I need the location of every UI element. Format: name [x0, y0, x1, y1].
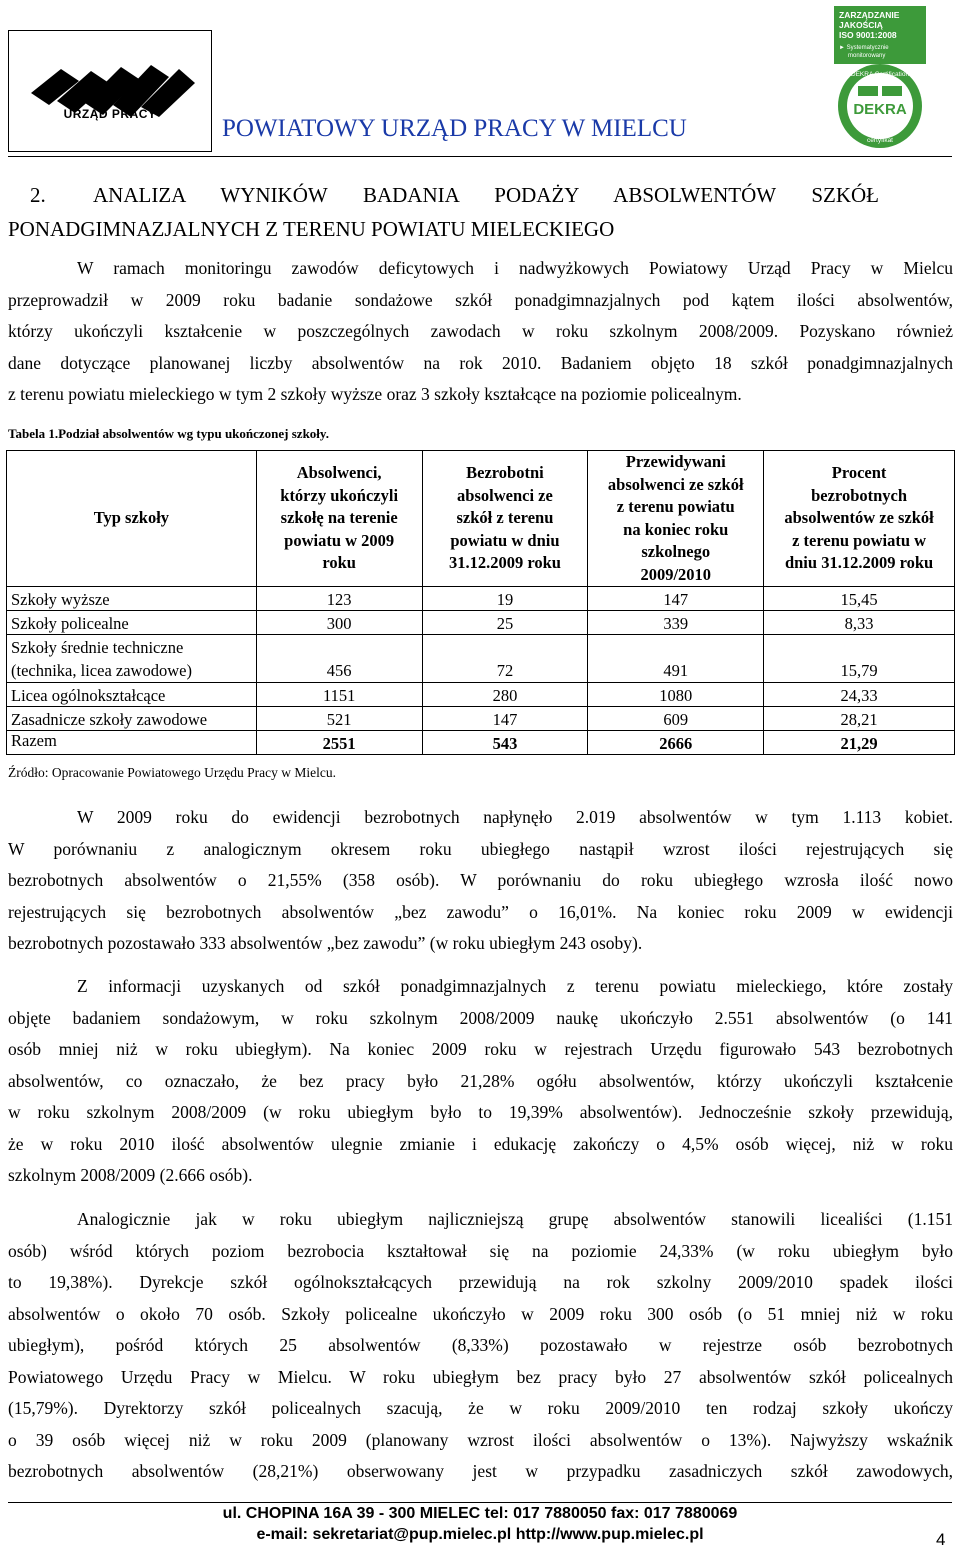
cell-expected: 491: [588, 635, 764, 683]
paragraph-line: absolwentów, co oznaczało, że bez pracy było 21,28% ogółu absolwentów, którzy ukończyli kształcenie: [8, 1070, 953, 1091]
paragraph-line: W porównaniu z analogicznym okresem roku ubiegłego nastąpił wzrost ilości rejestrujących się: [8, 838, 953, 859]
table-row: [7, 587, 955, 611]
logo: [8, 30, 212, 152]
cell-graduates: 521: [256, 707, 422, 731]
cert-line3: ISO 9001:2008: [839, 30, 897, 40]
paragraph-line: to 19,38%). Dyrekcje szkół ogólnokształcących przewidują na rok szkolny 2009/2010 spadek ilości: [8, 1272, 953, 1292]
cell-percent: 15,79: [764, 635, 955, 683]
paragraph-line: bezrobotnych absolwentów o 21,55% (358 osób). W porównaniu do roku ubiegłego wzrosła ilość nowo: [8, 870, 953, 890]
cell-percent: 8,33: [764, 611, 955, 635]
cell-unemployed: 543: [422, 731, 588, 755]
paragraph-line: szkolnym 2008/2009 (2.666 osób).: [8, 1165, 253, 1185]
header-graduates-2009: Absolwenci, którzy ukończyli szkołę na terenie powiatu w 2009 roku: [256, 451, 422, 587]
paragraph-line: Analogicznie jak w roku ubiegłym najliczniejszą grupę absolwentów stanowili licealiści (1.151: [77, 1209, 953, 1229]
cert-line2: JAKOŚCIĄ: [839, 20, 883, 30]
cert-line5: monitorowany: [848, 53, 886, 59]
paragraph-line: osób mniej niż w roku ubiegłym). Na koniec 2009 roku w rejestrach Urzędu figurowało 543 bezrobotnych: [8, 1039, 953, 1059]
certification-badge: [834, 6, 926, 150]
paragraph-line: o 39 osób więcej niż w roku 2009 (planowany wzrost ilości absolwentów o 13%). Najwyższy wskaźnik: [8, 1429, 953, 1450]
paragraph-line: ubiegłym), pośród których 25 absolwentów (8,33%) pozostawało w rejestrze osób bezrobotnych: [8, 1335, 953, 1355]
cell-graduates: 300: [256, 611, 422, 635]
paragraph-analysis: [8, 1204, 953, 1488]
paragraph-line: W 2009 roku do ewidencji bezrobotnych napłynęło 2.019 absolwentów w tym 1.113 kobiet.: [77, 807, 953, 827]
paragraph-school-info: [8, 971, 953, 1192]
intro-line: dane dotyczące planowanej liczby absolwentów na rok 2010. Badaniem objęto 18 szkół ponadgimnazjalnych: [8, 352, 953, 373]
header-unemployed-percent: Procent bezrobotnych absolwentów ze szkół z terenu powiatu w dniu 31.12.2009 roku: [764, 451, 955, 587]
footer-address: ul. CHOPINA 16A 39 - 300 MIELEC tel: 017 7880050 fax: 017 7880069: [222, 1505, 738, 1522]
paragraph-line: objęte badaniem sondażowym, w roku szkolnym 2008/2009 naukę ukończyło 2.551 absolwentów (o 141: [8, 1007, 953, 1028]
cert-sub: certyfikat: [866, 137, 894, 144]
intro-paragraph: [8, 253, 953, 411]
cert-line1: ZARZĄDZANIE: [839, 10, 900, 20]
paragraph-registrations: [8, 802, 953, 960]
cell-percent: 28,21: [764, 707, 955, 731]
paragraph-line: Powiatowego Urzędu Pracy w Mielcu. W roku ubiegłym bez pracy było 27 absolwentów szkół policealnych: [8, 1366, 953, 1387]
cert-brand: DEKRA: [853, 101, 907, 118]
paragraph-line: Z informacji uzyskanych od szkół ponadgimnazjalnych z terenu powiatu mieleckiego, które zostały: [77, 976, 953, 996]
row-name: Szkoły policealne: [7, 611, 257, 635]
page-number: 4: [936, 1530, 946, 1549]
cell-graduates: 2551: [256, 731, 422, 755]
cell-graduates: 456: [256, 635, 422, 683]
table-header-row: [7, 451, 955, 587]
cell-unemployed: 25: [422, 611, 588, 635]
intro-line: z terenu powiatu mieleckiego w tym 2 szkoły wyższe oraz 3 szkoły kształcące na poziomie policealnym.: [8, 384, 742, 404]
graduates-table: [6, 450, 955, 755]
header-school-type: Typ szkoły: [7, 451, 257, 587]
dekra-badge-icon: [834, 6, 926, 150]
row-name: Razem: [7, 731, 257, 755]
paragraph-line: w roku szkolnym 2008/2009 (w roku ubiegłym było to 19,39% absolwentów). Jednocześnie szkoły przewidują,: [8, 1102, 953, 1122]
table-total-row: [7, 731, 955, 755]
header-title: POWIATOWY URZĄD PRACY W MIELCU: [222, 115, 687, 142]
paragraph-line: rejestrujących się bezrobotnych absolwentów „bez zawodu” o 16,01%. Na koniec roku 2009 w ewidencji: [8, 901, 953, 922]
row-name: Licea ogólnokształcące: [7, 683, 257, 707]
cell-percent: 15,45: [764, 587, 955, 611]
cell-graduates: 1151: [256, 683, 422, 707]
cell-percent: 24,33: [764, 683, 955, 707]
intro-line: przeprowadził w 2009 roku badanie sondażowe szkół ponadgimnazjalnych pod kątem ilości absolwentów,: [8, 289, 953, 310]
intro-line: którzy ukończyli kształcenie w poszczególnych zawodach w roku szkolnym 2008/2009. Pozyskano również: [8, 321, 953, 341]
table-row: [7, 683, 955, 707]
cert-line4: ► Systematycznie: [839, 45, 889, 51]
header-divider: [8, 156, 952, 157]
table-row: [7, 707, 955, 731]
header-unemployed-graduates: Bezrobotni absolwenci ze szkół z terenu powiatu w dniu 31.12.2009 roku: [422, 451, 588, 587]
section-title: [8, 178, 952, 246]
cell-graduates: 123: [256, 587, 422, 611]
intro-line: W ramach monitoringu zawodów deficytowych i nadwyżkowych Powiatowy Urząd Pracy w Mielcu: [77, 258, 953, 278]
section-title-line2: PONADGIMNAZJALNYCH Z TERENU POWIATU MIELECKIEGO: [8, 217, 615, 241]
paragraph-line: bezrobotnych pozostawało 333 absolwentów „bez zawodu” (w roku ubiegłym 243 osoby).: [8, 933, 643, 953]
cell-percent: 21,29: [764, 731, 955, 755]
table-row: [7, 611, 955, 635]
paragraph-line: że w roku 2010 ilość absolwentów ulegnie zmianie i edukację zakończy o 4,5% osób więcej, niż w roku: [8, 1133, 953, 1154]
cell-unemployed: 280: [422, 683, 588, 707]
header-expected-graduates: Przewidywani absolwenci ze szkół z terenu powiatu na koniec roku szkolnego 2009/2010: [588, 451, 764, 587]
table-caption: Tabela 1.Podział absolwentów wg typu ukończonej szkoły.: [8, 426, 329, 441]
paragraph-line: bezrobotnych absolwentów (28,21%) obserwowany jest w przypadku zasadniczych szkół zawodowych,: [8, 1461, 953, 1481]
footer: [0, 1503, 960, 1545]
logo-text: URZĄD PRACY: [63, 107, 157, 121]
cell-expected: 147: [588, 587, 764, 611]
paragraph-line: osób) wśród których poziom bezrobocia kształtował się na poziomie 24,33% (w roku ubiegłym było: [8, 1240, 953, 1261]
row-name: Zasadnicze szkoły zawodowe: [7, 707, 257, 731]
row-name: Szkoły wyższe: [7, 587, 257, 611]
footer-contact: e-mail: sekretariat@pup.mielec.pl http://www.pup.mielec.pl: [256, 1526, 704, 1543]
cell-expected: 339: [588, 611, 764, 635]
cell-expected: 2666: [588, 731, 764, 755]
cert-ring-text: DEKRA Certification: [850, 71, 910, 78]
cell-unemployed: 72: [422, 635, 588, 683]
cell-expected: 609: [588, 707, 764, 731]
cell-unemployed: 147: [422, 707, 588, 731]
cell-expected: 1080: [588, 683, 764, 707]
paragraph-line: (15,79%). Dyrektorzy szkół policealnych szacują, że w roku 2009/2010 ten rodzaj szkoły ukończy: [8, 1398, 953, 1418]
cell-unemployed: 19: [422, 587, 588, 611]
paragraph-line: absolwentów o około 70 osób. Szkoły policealne ukończyło w 2009 roku 300 osób (o 51 mniej niż w roku: [8, 1303, 953, 1324]
table-row: [7, 635, 955, 683]
section-number: 2.: [30, 183, 46, 207]
table-source: Źródło: Opracowanie Powiatowego Urzędu Pracy w Mielcu.: [8, 765, 337, 780]
section-title-line1: ANALIZA WYNIKÓW BADANIA PODAŻY ABSOLWENTÓW SZKÓŁ: [93, 183, 879, 207]
logo-graphic-icon: [9, 31, 211, 151]
row-name: Szkoły średnie techniczne (technika, licea zawodowe): [7, 635, 257, 683]
